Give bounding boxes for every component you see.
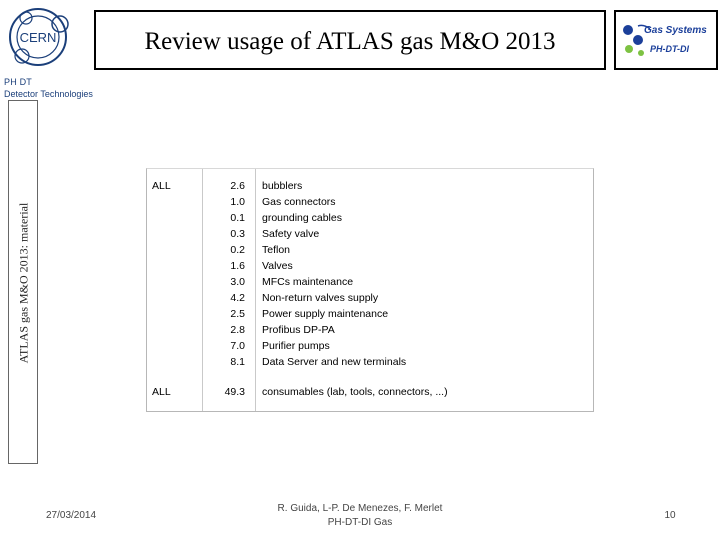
row-item: grounding cables [262, 212, 342, 224]
gas-systems-badge [614, 10, 718, 70]
svg-text:CERN: CERN [19, 30, 57, 45]
page-number: 10 [664, 510, 676, 521]
row-value: 0.3 [230, 228, 245, 240]
logo-department: PH DT [4, 77, 32, 87]
row-item: Non-return valves supply [262, 292, 379, 304]
row-value: 0.2 [230, 244, 245, 256]
table-row [147, 258, 593, 274]
row-value: 2.5 [230, 308, 245, 320]
footer-authors-block [240, 502, 480, 530]
table-row [147, 226, 593, 242]
row-value: 8.1 [230, 356, 245, 368]
row-item: MFCs maintenance [262, 276, 354, 288]
row-item: Purifier pumps [262, 340, 330, 352]
title-box [94, 10, 606, 70]
row-value: 2.6 [230, 180, 245, 192]
logo-group: Detector Technologies [4, 89, 93, 99]
footer-authors: R. Guida, L-P. De Menezes, F. Merlet [277, 503, 443, 514]
footer-group: PH-DT-DI Gas [327, 517, 393, 528]
row-item: Teflon [262, 244, 291, 256]
row-item: Power supply maintenance [262, 308, 389, 320]
row-value: 1.6 [230, 260, 245, 272]
table-row [147, 274, 593, 290]
side-bar [8, 100, 38, 464]
row-item: consumables (lab, tools, connectors, ...) [262, 386, 448, 398]
page-title: Review usage of ATLAS gas M&O 2013 [144, 28, 556, 55]
row-item: Gas connectors [262, 196, 336, 208]
cern-logo [2, 4, 100, 100]
table-row [147, 194, 593, 210]
row-category: ALL [152, 386, 171, 398]
row-value: 4.2 [230, 292, 245, 304]
footer-date: 27/03/2014 [46, 510, 97, 521]
side-label: ATLAS gas M&O 2013: material [16, 202, 31, 364]
row-value: 2.8 [230, 324, 245, 336]
row-value: 0.1 [230, 212, 245, 224]
row-item: Safety valve [262, 228, 320, 240]
table-row [147, 290, 593, 306]
table-row [147, 338, 593, 354]
row-category: ALL [152, 180, 171, 192]
table-row [147, 322, 593, 338]
row-value: 3.0 [230, 276, 245, 288]
table-row [147, 178, 593, 194]
table-row [147, 306, 593, 322]
row-item: Data Server and new terminals [262, 356, 407, 368]
table-row [147, 384, 593, 400]
row-item: Profibus DP-PA [262, 324, 335, 336]
cost-table [146, 168, 594, 412]
row-value: 7.0 [230, 340, 245, 352]
cern-emblem-icon [8, 4, 70, 70]
row-value: 49.3 [224, 386, 245, 398]
row-item: Valves [262, 260, 293, 272]
badge-title: Gas Systems [644, 25, 707, 36]
table-row [147, 242, 593, 258]
badge-subtitle: PH-DT-DI [650, 44, 689, 54]
row-item: bubblers [262, 180, 303, 192]
table-row [147, 210, 593, 226]
row-value: 1.0 [230, 196, 245, 208]
table-row [147, 354, 593, 370]
